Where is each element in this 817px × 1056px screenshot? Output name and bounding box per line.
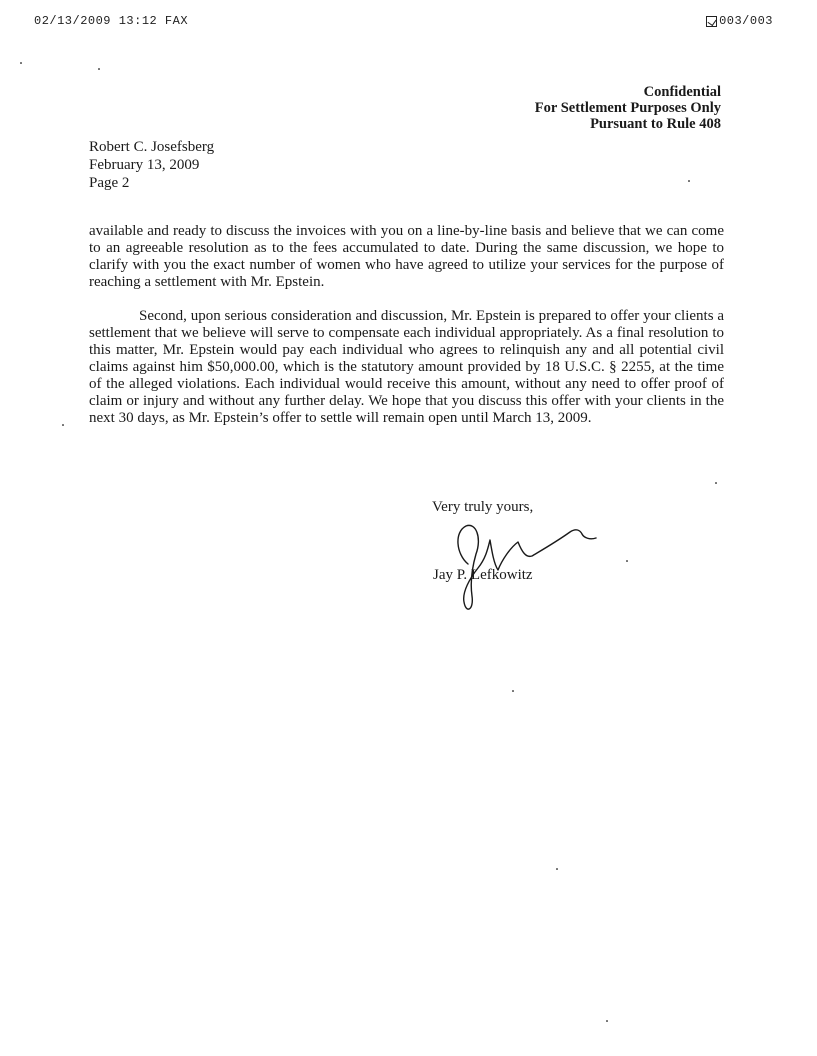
scan-speck [62, 424, 64, 426]
scan-speck [556, 868, 558, 870]
fax-page-icon [706, 16, 717, 27]
confidential-block [535, 84, 721, 132]
scan-speck [512, 690, 514, 692]
fax-page-number: 003/003 [719, 14, 773, 28]
scan-speck [688, 180, 690, 182]
scan-speck [626, 560, 628, 562]
recipient-block [89, 138, 214, 192]
scan-speck [715, 482, 717, 484]
rule-408-label: Pursuant to Rule 408 [590, 116, 721, 132]
letter-body [89, 223, 724, 444]
body-paragraph-2: Second, upon serious consideration and discussion, Mr. Epstein is prepared to offer your clients a settlement that we believe will serve to compensate each individual appropriately. As a final resolution to this matter, Mr. Epstein would pay each individual who agrees to relinquish any and all potential civil claims against him $50,000.00, which is the statutory amount provided by 18 U.S.C. § 2255, at the time of the alleged violations. Each individual would receive this amount, without any need to offer proof of claim or injury and without any further delay. We hope that you discuss this offer with your clients in the next 30 days, as Mr. Epstein’s offer to settle will remain open until March 13, 2009. [89, 308, 724, 426]
page-label: Page 2 [89, 175, 130, 191]
scan-speck [98, 68, 100, 70]
scan-speck [606, 1020, 608, 1022]
letter-date: February 13, 2009 [89, 157, 200, 173]
fax-header: 02/13/2009 13:12 FAX [34, 14, 189, 28]
fax-page-indicator [706, 14, 773, 28]
settlement-purposes-label: For Settlement Purposes Only [534, 100, 721, 116]
closing-salutation: Very truly yours, [432, 499, 534, 515]
handwritten-signature [446, 518, 606, 614]
recipient-name: Robert C. Josefsberg [89, 139, 215, 155]
confidential-label: Confidential [643, 84, 721, 100]
signer-name: Jay P. Lefkowitz [433, 567, 533, 583]
body-paragraph-1: available and ready to discuss the invoices with you on a line-by-line basis and believe that we can come to an agreeable resolution as to the fees accumulated to date. During the same discussion, we hope to clarify with you the exact number of women who have agreed to utilize your services for the purpose of reaching a settlement with Mr. Epstein. [89, 223, 724, 290]
scan-speck [20, 62, 22, 64]
